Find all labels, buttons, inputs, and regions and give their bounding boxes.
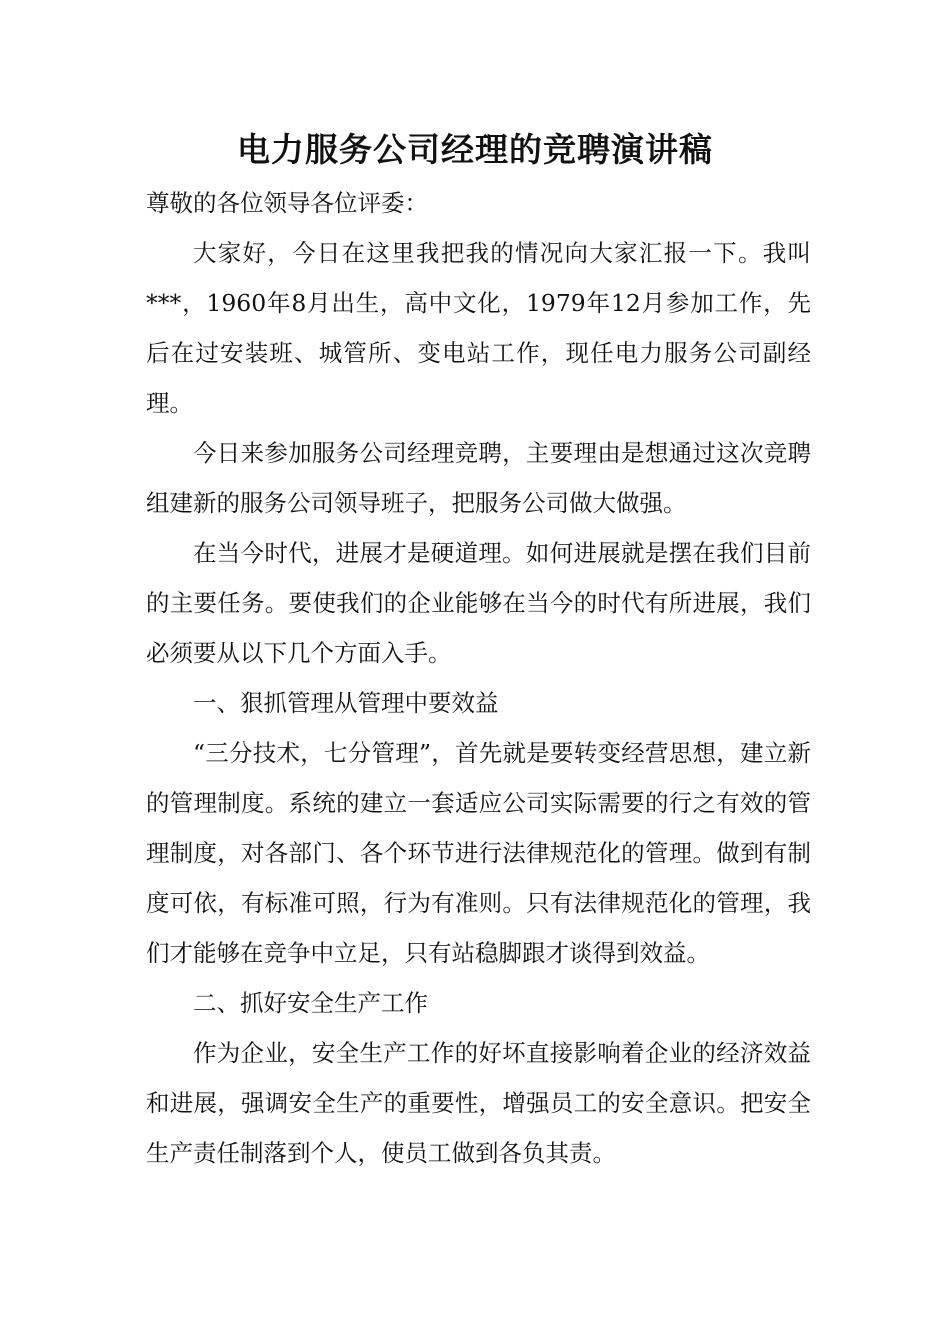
- section-heading-management: 一、狠抓管理从管理中要效益: [193, 689, 499, 717]
- paragraph-reason: 今日来参加服务公司经理竞聘，主要理由是想通过这次竞聘组建新的服务公司领导班子，把服务公司做大做强。: [146, 439, 811, 517]
- paragraph-safety: 作为企业，安全生产工作的好坏直接影响着企业的经济效益和进展，强调安全生产的重要性，增强员工的安全意识。把安全生产责任制落到个人，使员工做到各负其责。: [146, 1039, 811, 1167]
- section-heading-safety: 二、抓好安全生产工作: [193, 989, 428, 1017]
- salutation: 尊敬的各位领导各位评委：: [146, 189, 428, 217]
- document-title: 电力服务公司经理的竞聘演讲稿: [237, 130, 713, 169]
- paragraph-self-introduction: 大家好，今日在这里我把我的情况向大家汇报一下。我叫***，1960年8月出生，高中文化，1979年12月参加工作，先后在过安装班、城管所、变电站工作，现任电力服务公司副经理。: [146, 239, 811, 417]
- document-body: [146, 178, 811, 1178]
- paragraph-development: 在当今时代，进展才是硬道理。如何进展就是摆在我们目前的主要任务。要使我们的企业能够在当今的时代有所进展，我们必须要从以下几个方面入手。: [146, 539, 811, 667]
- paragraph-management: “三分技术，七分管理”，首先就是要转变经营思想，建立新的管理制度。系统的建立一套适应公司实际需要的行之有效的管理制度，对各部门、各个环节进行法律规范化的管理。做到有制度可依，有标准可照，行为有准则。只有法律规范化的管理，我们才能够在竞争中立足，只有站稳脚跟才谈得到效益。: [146, 739, 811, 967]
